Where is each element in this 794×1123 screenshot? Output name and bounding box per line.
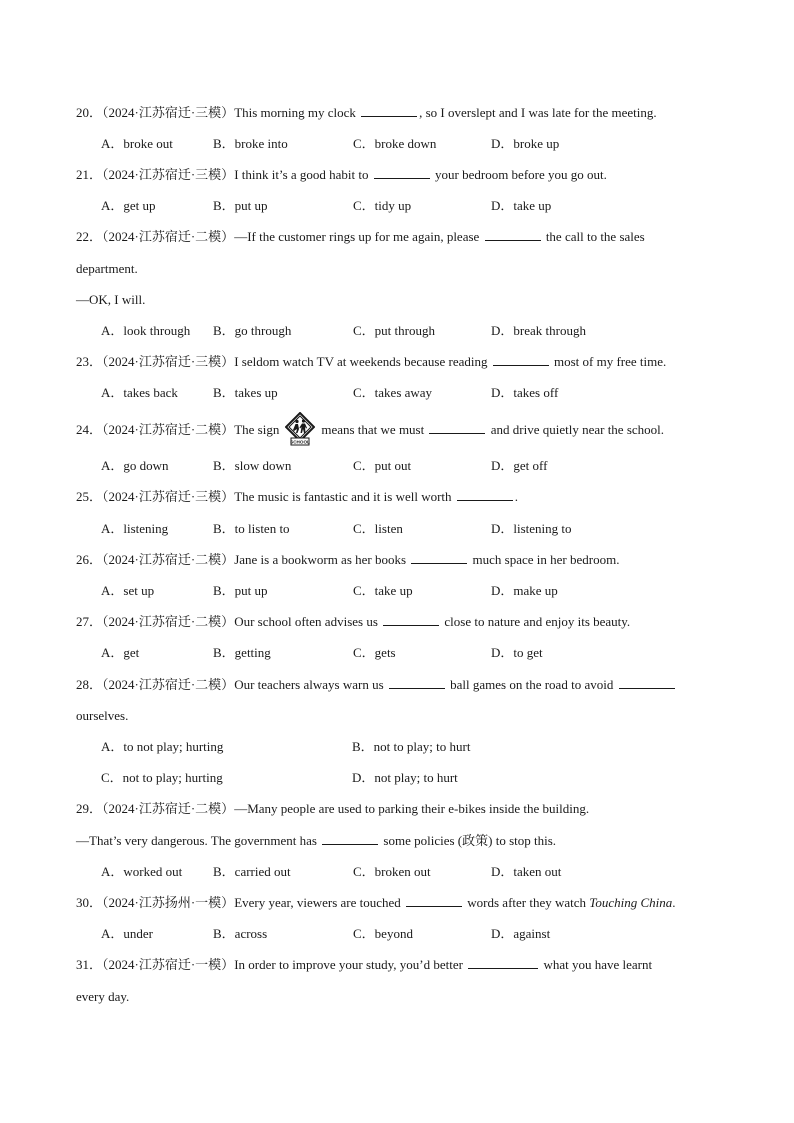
answer-blank[interactable] [468,957,538,969]
program-title: Touching China [589,895,673,910]
option-c[interactable]: C．takes away [353,385,433,400]
question-continuation: every day. [76,989,130,1004]
option-d[interactable]: D．broke up [491,136,560,151]
option-d[interactable]: D．take up [491,198,552,213]
option-a[interactable]: A．look through [101,323,191,338]
question-source: （2024·江苏宿迁·二模） [102,229,235,244]
option-a[interactable]: A．takes back [101,385,178,400]
sign-label: SCHOOL [290,439,311,445]
question-text: means that we must [321,422,425,437]
answer-blank[interactable] [485,229,541,241]
option-b[interactable]: B．not to play; to hurt [352,739,471,754]
dialogue-reply [76,833,556,849]
answer-blank[interactable] [406,895,462,907]
question-text: —If the customer rings up for me again, please [234,229,480,244]
question-text: . [514,489,519,504]
question-24 [76,414,664,448]
option-b[interactable]: B．go through [213,323,292,338]
option-c[interactable]: C．take up [353,583,413,598]
option-c[interactable]: C．put out [353,458,412,473]
option-d[interactable]: D．make up [491,583,558,598]
question-text: ball games on the road to avoid [450,677,614,692]
option-b[interactable]: B．to listen to [213,521,290,536]
question-20 [76,105,657,121]
option-d[interactable]: D．takes off [491,385,559,400]
question-number: 29． [76,801,103,816]
question-number: 26． [76,552,103,567]
option-b[interactable]: B．takes up [213,385,278,400]
option-b[interactable]: B．put up [213,583,268,598]
question-text: In order to improve your study, you’d better [234,957,463,972]
question-number: 31． [76,957,103,972]
question-31 [76,957,652,973]
question-text: most of my free time. [553,354,667,369]
option-a[interactable]: A．set up [101,583,155,598]
answer-blank[interactable] [411,552,467,564]
option-a[interactable]: A．under [101,926,153,941]
question-continuation: ourselves. [76,708,129,723]
option-a[interactable]: A．to not play; hurting [101,739,224,754]
school-warning-sign-icon [285,412,315,446]
question-text: and drive quietly near the school. [490,422,665,437]
question-text: , so I overslept and I was late for the meeting. [419,105,657,120]
answer-blank[interactable] [383,614,439,626]
question-text: what you have learnt [543,957,653,972]
question-27 [76,614,630,630]
option-a[interactable]: A．listening [101,521,169,536]
answer-blank[interactable] [457,489,513,501]
question-continuation: department. [76,261,138,276]
question-28 [76,677,677,693]
question-number: 27． [76,614,103,629]
question-source: （2024·江苏宿迁·二模） [102,552,235,567]
option-c[interactable]: C．gets [353,645,396,660]
question-29 [76,801,589,817]
option-c[interactable]: C．broken out [353,864,431,879]
option-b[interactable]: B．put up [213,198,268,213]
question-21 [76,167,607,183]
question-22 [76,229,645,245]
question-text: I seldom watch TV at weekends because reading [234,354,488,369]
option-d[interactable]: D．taken out [491,864,562,879]
question-number: 30． [76,895,103,910]
option-b[interactable]: B．slow down [213,458,292,473]
question-source: （2024·江苏宿迁·二模） [102,422,235,437]
question-number: 21． [76,167,103,182]
option-c[interactable]: C．tidy up [353,198,412,213]
question-text: Our school often advises us [234,614,378,629]
question-text: This morning my clock [234,105,356,120]
question-number: 22． [76,229,103,244]
option-c[interactable]: C．put through [353,323,435,338]
option-b[interactable]: B．carried out [213,864,291,879]
question-source: （2024·江苏扬州·一模） [102,895,235,910]
option-a[interactable]: A．get [101,645,140,660]
option-d[interactable]: D．to get [491,645,543,660]
option-d[interactable]: D．get off [491,458,548,473]
question-text: the call to the sales [545,229,645,244]
question-source: （2024·江苏宿迁·三模） [102,489,235,504]
question-number: 20． [76,105,103,120]
option-d[interactable]: D．break through [491,323,586,338]
option-c[interactable]: C．not to play; hurting [101,770,223,785]
question-26 [76,552,619,568]
question-text: Every year, viewers are touched [234,895,401,910]
answer-blank[interactable] [322,833,378,845]
option-a[interactable]: A．go down [101,458,169,473]
question-30 [76,895,676,911]
option-d[interactable]: D．against [491,926,551,941]
question-text: much space in her bedroom. [472,552,620,567]
question-23 [76,354,666,370]
option-c[interactable]: C．broke down [353,136,437,151]
option-c[interactable]: C．listen [353,521,403,536]
question-text: some policies (政策) to stop this. [383,833,557,848]
answer-blank[interactable] [619,677,675,689]
question-text: The music is fantastic and it is well worth [234,489,452,504]
question-source: （2024·江苏宿迁·二模） [102,614,235,629]
question-text: . [672,895,676,910]
question-source: （2024·江苏宿迁·三模） [102,105,235,120]
question-text: I think it’s a good habit to [234,167,369,182]
answer-blank[interactable] [429,422,485,434]
option-d[interactable]: D．not play; to hurt [352,770,458,785]
option-a[interactable]: A．get up [101,198,156,213]
option-b[interactable]: B．across [213,926,268,941]
question-text: close to nature and enjoy its beauty. [444,614,631,629]
answer-blank[interactable] [374,167,430,179]
question-text: The sign [234,422,280,437]
question-source: （2024·江苏宿迁·二模） [102,801,235,816]
dialogue-reply: —OK, I will. [76,292,146,307]
option-c[interactable]: C．beyond [353,926,413,941]
question-source: （2024·江苏宿迁·二模） [102,677,235,692]
question-number: 28． [76,677,103,692]
question-text: Our teachers always warn us [234,677,384,692]
question-source: （2024·江苏宿迁·三模） [102,354,235,369]
answer-blank[interactable] [389,677,445,689]
option-a[interactable]: A．broke out [101,136,173,151]
question-number: 23． [76,354,103,369]
question-number: 24． [76,422,103,437]
question-number: 25． [76,489,103,504]
question-source: （2024·江苏宿迁·一模） [102,957,235,972]
question-text: words after they watch [467,895,587,910]
option-d[interactable]: D．listening to [491,521,572,536]
option-b[interactable]: B．getting [213,645,271,660]
answer-blank[interactable] [493,354,549,366]
question-text: —That’s very dangerous. The government has [76,833,317,848]
question-25 [76,489,518,505]
question-text: —Many people are used to parking their e-bikes inside the building. [234,801,590,816]
option-a[interactable]: A．worked out [101,864,183,879]
question-source: （2024·江苏宿迁·三模） [102,167,235,182]
question-text: Jane is a bookworm as her books [234,552,407,567]
answer-blank[interactable] [361,105,417,117]
option-b[interactable]: B．broke into [213,136,288,151]
question-text: your bedroom before you go out. [435,167,607,182]
